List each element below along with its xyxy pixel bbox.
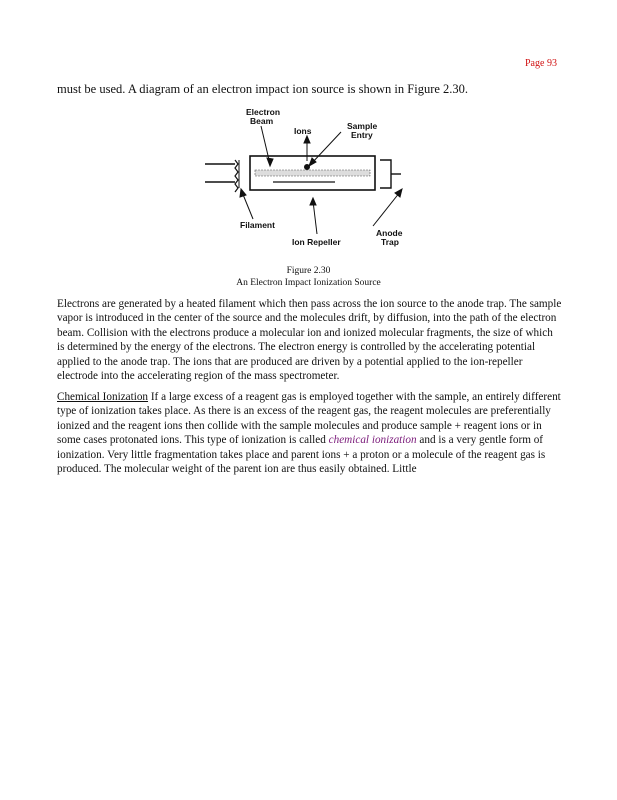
- paragraph-chemical-ionization: [57, 390, 563, 476]
- label-trap: Trap: [381, 237, 399, 247]
- label-entry: Entry: [351, 130, 373, 140]
- label-ions: Ions: [294, 126, 312, 136]
- repeller-arrow: [313, 201, 317, 234]
- diagram-svg: [195, 104, 435, 254]
- label-filament: Filament: [240, 220, 275, 230]
- label-anode: Anode: [376, 228, 403, 238]
- label-sample: Sample: [347, 121, 378, 131]
- label-ion-repeller: Ion Repeller: [292, 237, 341, 247]
- intro-line: must be used. A diagram of an electron impact ion source is shown in Figure 2.30.: [57, 82, 469, 96]
- anode-arrow: [373, 192, 400, 226]
- filament-coil: [205, 160, 239, 192]
- electron-path-band: [255, 170, 370, 176]
- paragraph2-text-a: If a large excess of a reagent gas is employed together with the sample, an entirely different type of ionization takes place. As there is an excess of the reagent gas, the reagent molecules are preferentially ionized and the reagent ions then collide with the sample molecules and produce sample + reagent ions or in some cases protonated ions. This type of ionization is called: [57, 391, 561, 447]
- term-chemical-ionization: chemical ionization: [328, 434, 417, 447]
- anode-trap: [380, 160, 401, 188]
- figure-caption: An Electron Impact Ionization Source: [236, 278, 381, 288]
- sample-arrow: [311, 132, 341, 164]
- label-electron: Electron: [246, 107, 281, 117]
- paragraph-electrons: Electrons are generated by a heated filament which then pass across the ion source to the anode trap. The sample vapor is introduced in the center of the source and the molecules drift, by diffusion, into the path of the electron beam. Collision with the electrons produce a molecular ion and ionized molecular fragments, the size of which is determined by the energy of the electrons. The electron energy is controlled by the accelerating potential applied to the anode trap. The ions that are produced are driven by a potential applied to the ion-repeller electrode into the accelerating region of the mass spectrometer.: [57, 298, 562, 383]
- label-beam: Beam: [250, 116, 274, 126]
- section-heading-chemical-ionization: Chemical Ionization: [57, 391, 149, 403]
- ion-source-diagram: [195, 104, 435, 254]
- figure-number: Figure 2.30: [286, 266, 331, 276]
- paragraph2-text-b: and is a very gentle form of ionization. Very little fragmentation takes place and parent ions + a proton or a molecule of the reagent gas is produced. The molecular weight of the parent ion are thus easily obtained. Little: [57, 434, 546, 476]
- page-number: Page 93: [525, 58, 557, 69]
